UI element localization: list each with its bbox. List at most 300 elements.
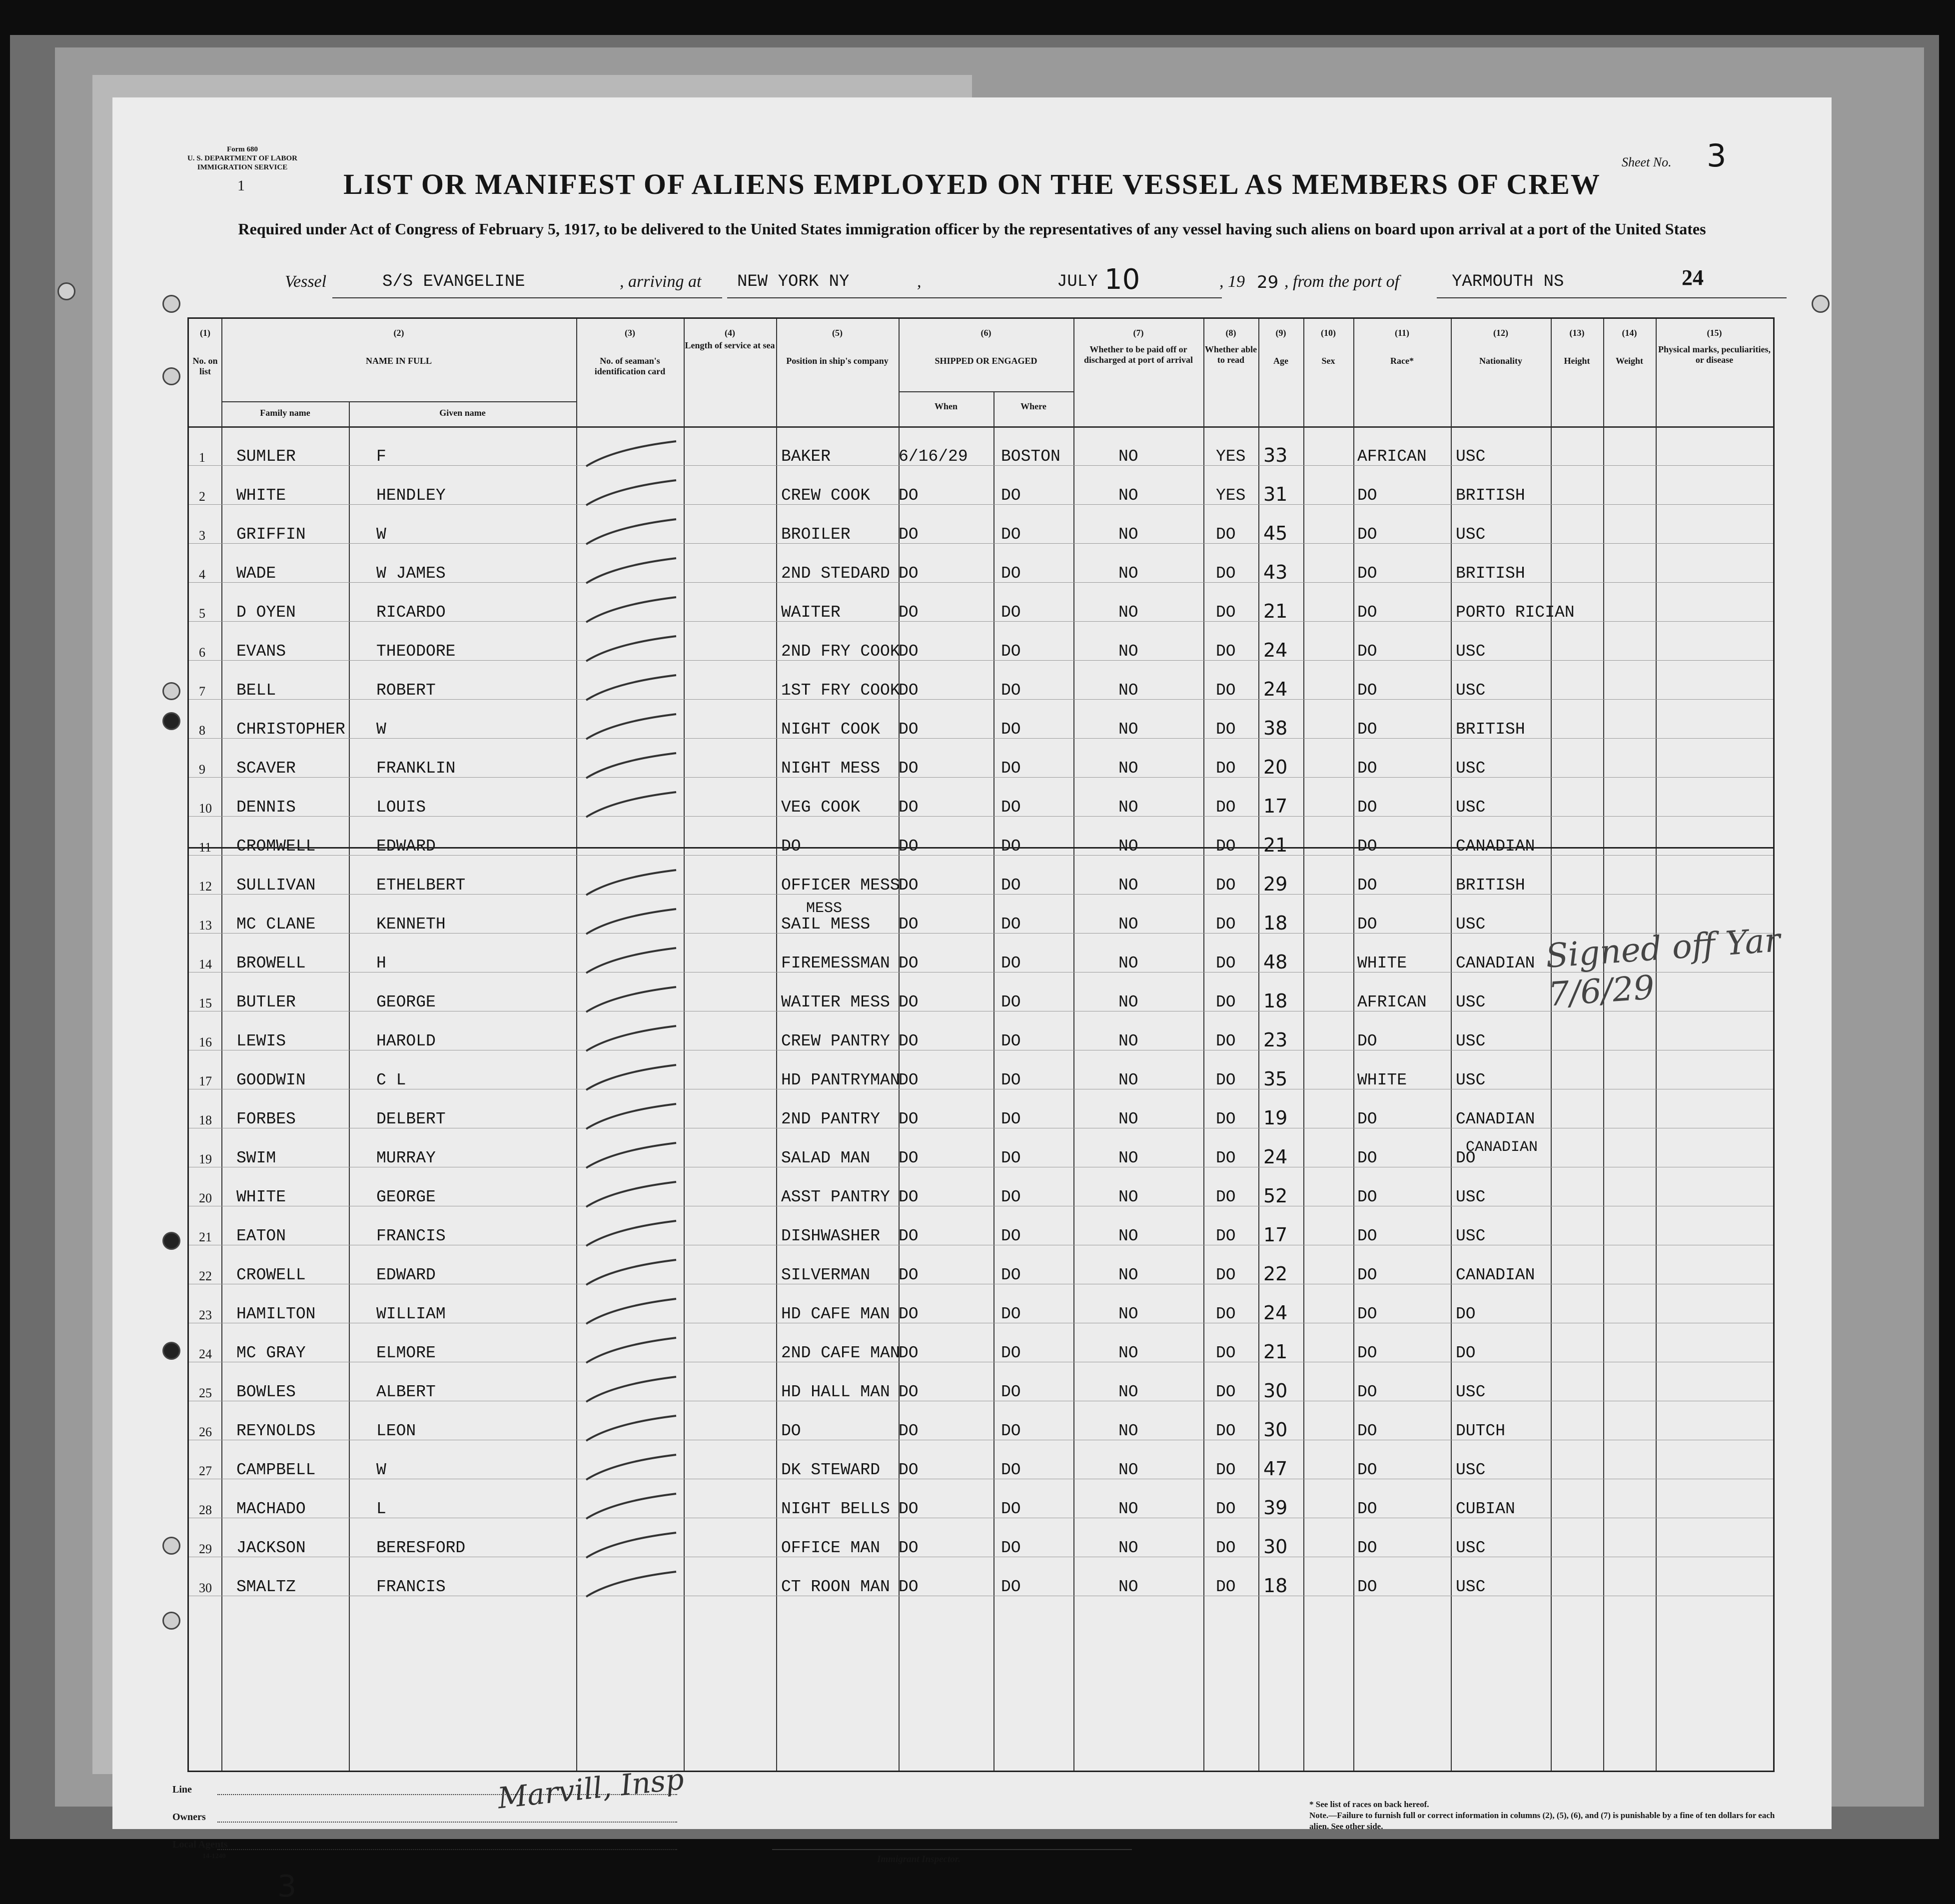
cell-read: DO: [1216, 1071, 1236, 1089]
cell-where: DO: [1001, 1461, 1021, 1479]
header-col-13: (13) Height: [1564, 328, 1590, 366]
cell-position: WAITER: [781, 603, 841, 622]
table-row: [189, 1206, 1773, 1245]
bottom-page-number: 3: [277, 1869, 297, 1904]
cell-no: 2: [199, 489, 205, 504]
cell-given: DELBERT: [376, 1110, 446, 1128]
cell-age: 18: [1263, 1575, 1288, 1597]
cell-given: EDWARD: [376, 1266, 436, 1284]
cell-nationality: BRITISH: [1456, 564, 1525, 583]
cell-position: VEG COOK: [781, 798, 861, 817]
cell-race: DO: [1357, 1227, 1377, 1245]
local-agents-field: [217, 1849, 677, 1850]
cell-family: CROWELL: [236, 1266, 306, 1284]
cell-when: DO: [899, 993, 919, 1011]
cell-nationality: USC: [1456, 1032, 1486, 1050]
cell-read: DO: [1216, 759, 1236, 778]
inspector-label: Immigrant Inspector.: [877, 1854, 961, 1865]
table-row: [189, 504, 1773, 544]
cell-family: CHRISTOPHER: [236, 720, 345, 739]
cell-read: DO: [1216, 1110, 1236, 1128]
header-col-3: (3) No. of seaman's identification card: [594, 328, 666, 376]
cell-when: DO: [899, 525, 919, 544]
cell-read: DO: [1216, 1422, 1236, 1440]
cell-given: LEON: [376, 1422, 416, 1440]
cell-when: DO: [899, 564, 919, 583]
cell-age: 22: [1263, 1263, 1288, 1285]
id-card-check-mark: [584, 1569, 679, 1599]
cell-race: WHITE: [1357, 954, 1407, 972]
cell-position: 1ST FRY COOK: [781, 681, 900, 700]
form-number: Form 680: [226, 145, 258, 153]
cell-age: 17: [1263, 1224, 1288, 1246]
cell-family: REYNOLDS: [236, 1422, 316, 1440]
cell-age: 21: [1263, 834, 1288, 856]
cell-race: AFRICAN: [1357, 993, 1427, 1011]
id-card-check-mark: [584, 1413, 679, 1443]
cell-no: 12: [199, 879, 212, 894]
cell-no: 25: [199, 1386, 212, 1400]
cell-age: 39: [1263, 1497, 1288, 1519]
cell-no: 10: [199, 801, 212, 816]
table-row: [189, 1401, 1773, 1440]
cell-nationality: USC: [1456, 1539, 1486, 1557]
header-col-9: (9) Age: [1273, 328, 1288, 366]
cell-given: HAROLD: [376, 1032, 436, 1050]
cell-given: ETHELBERT: [376, 876, 466, 895]
cell-given: MURRAY: [376, 1149, 436, 1167]
id-card-check-mark: [584, 595, 679, 625]
table-row: [189, 894, 1773, 934]
table-row: [189, 660, 1773, 700]
cell-race: DO: [1357, 915, 1377, 934]
id-card-check-mark: [584, 517, 679, 547]
manifest-page: [112, 97, 1832, 1904]
cell-given: FRANCIS: [376, 1227, 446, 1245]
id-card-check-mark: [584, 1491, 679, 1521]
cell-given: RICARDO: [376, 603, 446, 622]
cell-position: DISHWASHER: [781, 1227, 881, 1245]
header-col-6: (6) SHIPPED OR ENGAGED: [935, 328, 1037, 366]
strike-through-line: [189, 847, 1773, 849]
cell-where: DO: [1001, 1539, 1021, 1557]
cell-no: 4: [199, 567, 205, 582]
cell-family: MC CLANE: [236, 915, 316, 934]
signed-off-note: Signed off Yar 7/6/29: [1544, 921, 1782, 1014]
table-row: [189, 1089, 1773, 1128]
cell-paid: NO: [1118, 1422, 1138, 1440]
cell-position: OFFICE MAN: [781, 1539, 881, 1557]
cell-nationality: USC: [1456, 642, 1486, 661]
cell-where: DO: [1001, 1032, 1021, 1050]
cell-age: 19: [1263, 1107, 1288, 1129]
cell-read: DO: [1216, 1266, 1236, 1284]
sheet-label: Sheet No.: [1622, 155, 1672, 169]
cell-when: DO: [899, 1071, 919, 1089]
cell-age: 47: [1263, 1458, 1288, 1480]
vessel-name: S/S EVANGELINE: [332, 272, 722, 298]
cell-age: 17: [1263, 795, 1288, 817]
line-field: [217, 1794, 677, 1795]
header-col-12: (12) Nationality: [1479, 328, 1522, 366]
table-row: [189, 1518, 1773, 1557]
cell-family: WHITE: [236, 486, 286, 505]
cell-read: DO: [1216, 1188, 1236, 1206]
binder-hole: [162, 682, 180, 700]
table-row: [189, 1245, 1773, 1284]
cell-read: YES: [1216, 486, 1246, 505]
cell-family: BELL: [236, 681, 276, 700]
cell-read: DO: [1216, 954, 1236, 972]
cell-position: BAKER: [781, 447, 831, 466]
cell-paid: NO: [1118, 1383, 1138, 1401]
cell-paid: NO: [1118, 681, 1138, 700]
cell-position: 2ND STEDARD: [781, 564, 890, 583]
cell-nationality: BRITISH: [1456, 486, 1525, 505]
cell-where: DO: [1001, 1227, 1021, 1245]
cell-race: DO: [1357, 1461, 1377, 1479]
cell-age: 18: [1263, 990, 1288, 1012]
cell-position: CREW PANTRY: [781, 1032, 890, 1050]
cell-family: SWIM: [236, 1149, 276, 1167]
cell-family: CROMWELL: [236, 837, 316, 856]
cell-position: 2ND FRY COOK: [781, 642, 900, 661]
service: IMMIGRATION SERVICE: [197, 163, 288, 171]
cell-age: 24: [1263, 1146, 1288, 1168]
cell-where: DO: [1001, 486, 1021, 505]
cell-no: 3: [199, 528, 205, 543]
cell-when: DO: [899, 603, 919, 622]
cell-no: 30: [199, 1581, 212, 1595]
cell-when: DO: [899, 642, 919, 661]
cell-given: F: [376, 447, 386, 466]
cell-where: DO: [1001, 993, 1021, 1011]
document-subtitle: Required under Act of Congress of February 5, 1917, to be delivered to the United States immigration officer by the representatives of any vessel having such aliens on board upon arrival at a port of the United States: [238, 220, 1706, 238]
cell-position: OFFICER MESS: [781, 876, 900, 895]
header-col-10: (10) Sex: [1321, 328, 1336, 366]
line-label: Line: [172, 1784, 192, 1795]
header-family-name: Family name: [260, 408, 310, 418]
department: U. S. DEPARTMENT OF LABOR: [187, 154, 298, 162]
cell-given: W: [376, 1461, 386, 1479]
header-col-4: (4) Length of service at sea: [685, 328, 775, 350]
arrival-port: NEW YORK NY: [727, 272, 1027, 298]
cell-race: DO: [1357, 720, 1377, 739]
cell-when: DO: [899, 1305, 919, 1323]
cell-no: 21: [199, 1230, 212, 1244]
cell-nationality: USC: [1456, 1227, 1486, 1245]
header-col-7: (7) Whether to be paid off or discharged at port of arrival: [1084, 328, 1193, 365]
binder-hole: [162, 1232, 180, 1250]
cell-when: DO: [899, 759, 919, 778]
vessel-label: Vessel: [285, 272, 327, 291]
cell-race: DO: [1357, 1305, 1377, 1323]
header-col-1: (1) No. on list: [192, 328, 218, 376]
cell-age: 45: [1263, 522, 1288, 544]
cell-no: 5: [199, 606, 205, 621]
cell-paid: NO: [1118, 1344, 1138, 1362]
cell-nationality: USC: [1456, 1461, 1486, 1479]
table-row: [189, 621, 1773, 661]
cell-given: W: [376, 720, 386, 739]
cell-read: DO: [1216, 1344, 1236, 1362]
cell-nationality: USC: [1456, 681, 1486, 700]
binder-hole: [162, 1537, 180, 1555]
id-card-check-mark: [584, 712, 679, 742]
cell-read: DO: [1216, 564, 1236, 583]
cell-age: 20: [1263, 756, 1288, 778]
cell-paid: NO: [1118, 642, 1138, 661]
cell-position: 2ND CAFE MAN: [781, 1344, 900, 1362]
cell-read: DO: [1216, 1461, 1236, 1479]
id-card-check-mark: [584, 946, 679, 975]
cell-position: HD HALL MAN: [781, 1383, 890, 1401]
cell-read: DO: [1216, 525, 1236, 544]
cell-position: DK STEWARD: [781, 1461, 881, 1479]
cell-when: DO: [899, 681, 919, 700]
cell-no: 1: [199, 450, 205, 465]
cell-nationality: CANADIAN: [1456, 1266, 1535, 1284]
cell-family: HAMILTON: [236, 1305, 316, 1323]
cell-position: BROILER: [781, 525, 851, 544]
cell-nationality: USC: [1456, 1578, 1486, 1596]
cell-paid: NO: [1118, 798, 1138, 817]
cell-given: W: [376, 525, 386, 544]
cell-paid: NO: [1118, 1461, 1138, 1479]
cell-when: DO: [899, 1422, 919, 1440]
binder-hole: [162, 1342, 180, 1360]
cell-read: DO: [1216, 681, 1236, 700]
inspector-signature: Marvill, Insp: [496, 1762, 686, 1816]
cell-where: DO: [1001, 603, 1021, 622]
table-row: [189, 1167, 1773, 1206]
table-row: [189, 933, 1773, 972]
cell-nationality: USC: [1456, 447, 1486, 466]
cell-race: DO: [1357, 1500, 1377, 1518]
cell-no: 15: [199, 996, 212, 1010]
id-card-check-mark: [584, 1218, 679, 1248]
arrival-year: 29: [1257, 272, 1279, 292]
id-card-check-mark: [584, 1101, 679, 1131]
cell-no: 11: [199, 840, 212, 855]
header-where: Where: [1020, 401, 1046, 411]
cell-read: DO: [1216, 798, 1236, 817]
arrival-day: 10: [1104, 263, 1140, 296]
table-row: [189, 699, 1773, 739]
cell-when: DO: [899, 1344, 919, 1362]
cell-position: WAITER MESS: [781, 993, 890, 1011]
cell-position: CREW COOK: [781, 486, 871, 505]
header-col-5: (5) Position in ship's company: [786, 328, 889, 366]
cell-race: DO: [1357, 1539, 1377, 1557]
id-card-check-mark: [584, 868, 679, 898]
cell-no: 24: [199, 1347, 212, 1361]
cell-where: DO: [1001, 1422, 1021, 1440]
id-card-check-mark: [584, 1530, 679, 1560]
cell-given: LOUIS: [376, 798, 426, 817]
cell-when: DO: [899, 720, 919, 739]
cell-read: DO: [1216, 1539, 1236, 1557]
cell-no: 27: [199, 1464, 212, 1478]
cell-where: DO: [1001, 525, 1021, 544]
cell-position: NIGHT BELLS: [781, 1500, 890, 1518]
cell-when: DO: [899, 1032, 919, 1050]
cell-family: GOODWIN: [236, 1071, 306, 1089]
cell-read: DO: [1216, 720, 1236, 739]
cell-given: FRANKLIN: [376, 759, 456, 778]
cell-read: DO: [1216, 876, 1236, 895]
cell-read: DO: [1216, 1305, 1236, 1323]
cell-position: 2ND PANTRY: [781, 1110, 881, 1128]
cell-paid: NO: [1118, 564, 1138, 583]
cell-given: BERESFORD: [376, 1539, 466, 1557]
id-card-check-mark: [584, 1062, 679, 1092]
binder-hole: [162, 367, 180, 385]
cell-no: 6: [199, 645, 205, 660]
cell-family: EVANS: [236, 642, 286, 661]
cell-read: DO: [1216, 1500, 1236, 1518]
cell-position: HD CAFE MAN: [781, 1305, 890, 1323]
cell-race: AFRICAN: [1357, 447, 1427, 466]
cell-paid: NO: [1118, 954, 1138, 972]
table-row: [189, 1557, 1773, 1596]
annotation-mess: MESS: [806, 900, 843, 917]
cell-when: DO: [899, 1110, 919, 1128]
cell-age: 35: [1263, 1068, 1288, 1090]
cell-where: DO: [1001, 759, 1021, 778]
local-agents-code: 14-1240: [202, 1853, 226, 1860]
cell-race: DO: [1357, 642, 1377, 661]
id-card-check-mark: [584, 1296, 679, 1326]
cell-where: DO: [1001, 1071, 1021, 1089]
cell-given: GEORGE: [376, 1188, 436, 1206]
cell-age: 21: [1263, 600, 1288, 622]
cell-no: 28: [199, 1503, 212, 1517]
cell-paid: NO: [1118, 1032, 1138, 1050]
table-row: [189, 1479, 1773, 1518]
cell-read: DO: [1216, 642, 1236, 661]
cell-no: 7: [199, 684, 205, 699]
cell-where: DO: [1001, 1500, 1021, 1518]
cell-given: W JAMES: [376, 564, 446, 583]
local-agents-label: Local Agents: [172, 1839, 228, 1850]
cell-race: DO: [1357, 1344, 1377, 1362]
cell-position: DO: [781, 837, 801, 856]
cell-family: SCAVER: [236, 759, 296, 778]
cell-age: 30: [1263, 1419, 1288, 1441]
cell-paid: NO: [1118, 1071, 1138, 1089]
cell-race: DO: [1357, 1578, 1377, 1596]
year-prefix: , 19: [1219, 272, 1245, 291]
cell-no: 13: [199, 918, 212, 933]
cell-race: DO: [1357, 1188, 1377, 1206]
cell-where: BOSTON: [1001, 447, 1060, 466]
cell-when: DO: [899, 1227, 919, 1245]
cell-no: 17: [199, 1074, 212, 1088]
cell-position: CT ROON MAN: [781, 1578, 890, 1596]
cell-paid: NO: [1118, 915, 1138, 934]
table-row: [189, 465, 1773, 505]
cell-race: DO: [1357, 1149, 1377, 1167]
cell-where: DO: [1001, 915, 1021, 934]
cell-read: YES: [1216, 447, 1246, 466]
table-row: [189, 816, 1773, 856]
cell-when: DO: [899, 1149, 919, 1167]
id-card-check-mark: [584, 907, 679, 937]
cell-paid: NO: [1118, 837, 1138, 856]
cell-when: DO: [899, 798, 919, 817]
id-card-check-mark: [584, 439, 679, 469]
cell-paid: NO: [1118, 1500, 1138, 1518]
cell-where: DO: [1001, 1149, 1021, 1167]
table-row: [189, 426, 1773, 466]
annotation-canadian: CANADIAN: [1466, 1139, 1538, 1156]
cell-family: GRIFFIN: [236, 525, 306, 544]
cell-given: GEORGE: [376, 993, 436, 1011]
cell-read: DO: [1216, 837, 1236, 856]
cell-given: ROBERT: [376, 681, 436, 700]
cell-paid: NO: [1118, 1149, 1138, 1167]
cell-race: DO: [1357, 1110, 1377, 1128]
vessel-line: [112, 263, 1832, 307]
footnote: * See list of races on back hereof. Note.—Failure to furnish full or correct information in columns (2), (5), (6), and (7) is punishable by a fine of ten dollars for each alien. See other side.: [1309, 1800, 1775, 1831]
cell-race: DO: [1357, 1422, 1377, 1440]
cell-family: WHITE: [236, 1188, 286, 1206]
cell-age: 38: [1263, 717, 1288, 739]
cell-no: 29: [199, 1542, 212, 1556]
cell-paid: NO: [1118, 1188, 1138, 1206]
cell-when: DO: [899, 876, 919, 895]
cell-given: L: [376, 1500, 386, 1518]
cell-no: 19: [199, 1152, 212, 1166]
id-card-check-mark: [584, 1335, 679, 1365]
id-card-check-mark: [584, 790, 679, 820]
cell-read: DO: [1216, 1578, 1236, 1596]
cell-race: DO: [1357, 759, 1377, 778]
cell-age: 30: [1263, 1380, 1288, 1402]
cell-paid: NO: [1118, 720, 1138, 739]
cell-when: DO: [899, 1188, 919, 1206]
cell-race: DO: [1357, 603, 1377, 622]
cell-age: 18: [1263, 912, 1288, 934]
cell-family: BUTLER: [236, 993, 296, 1011]
cell-nationality: USC: [1456, 759, 1486, 778]
id-card-check-mark: [584, 1140, 679, 1170]
cell-paid: NO: [1118, 1110, 1138, 1128]
header-col-15: (15) Physical marks, peculiarities, or disease: [1658, 328, 1771, 365]
cell-family: SULLIVAN: [236, 876, 316, 895]
cell-read: DO: [1216, 603, 1236, 622]
table-row: [189, 582, 1773, 622]
document-title: LIST OR MANIFEST OF ALIENS EMPLOYED ON THE VESSEL AS MEMBERS OF CREW: [343, 168, 1601, 200]
header-when: When: [934, 401, 958, 411]
header-given-name: Given name: [439, 408, 486, 418]
cell-where: DO: [1001, 1344, 1021, 1362]
binder-hole: [162, 712, 180, 730]
cell-where: DO: [1001, 1305, 1021, 1323]
cell-given: KENNETH: [376, 915, 446, 934]
arrival-month: JULY: [932, 272, 1222, 298]
cell-family: BROWELL: [236, 954, 306, 972]
cell-position: SAIL MESS: [781, 915, 871, 934]
cell-nationality: BRITISH: [1456, 720, 1525, 739]
cell-nationality: DO: [1456, 1344, 1476, 1362]
table-row: [189, 543, 1773, 583]
cell-given: ALBERT: [376, 1383, 436, 1401]
cell-position: NIGHT MESS: [781, 759, 881, 778]
cell-race: DO: [1357, 876, 1377, 895]
table-row: [189, 1284, 1773, 1323]
